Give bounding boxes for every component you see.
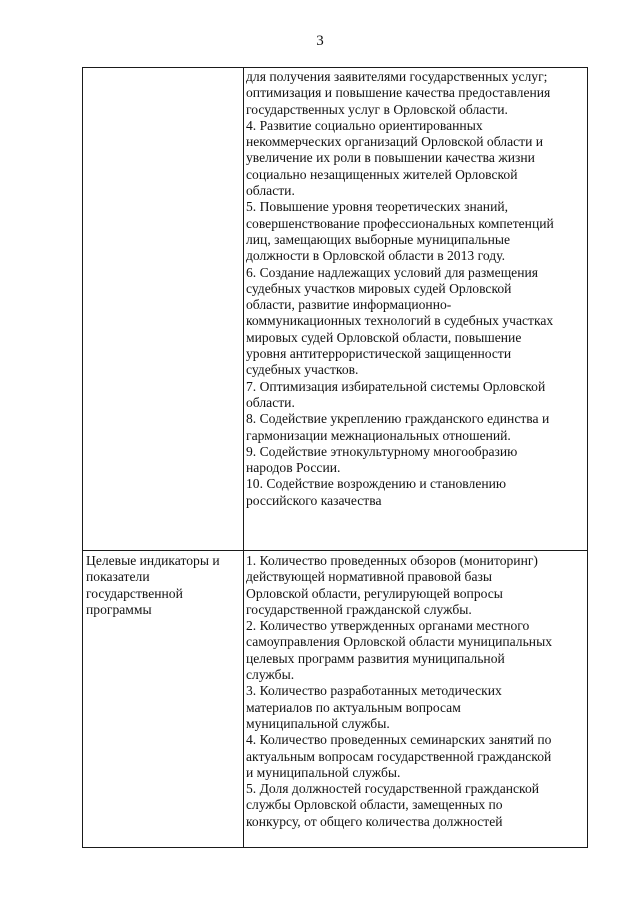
text-line: оптимизация и повышение качества предоставления xyxy=(246,85,551,101)
text-line: службы Орловской области, замещенных по xyxy=(246,797,503,813)
program-passport-table xyxy=(82,67,588,848)
text-line: 8. Содействие укреплению гражданского единства и xyxy=(246,411,550,427)
text-line: российского казачества xyxy=(246,492,382,508)
text-line: мировых судей Орловской области, повышение xyxy=(246,329,522,345)
text-line: 6. Создание надлежащих условий для размещения xyxy=(246,264,538,280)
text-line: коммуникационных технологий в судебных участках xyxy=(246,313,554,329)
table-column-divider xyxy=(243,68,244,847)
page-number: 3 xyxy=(316,33,324,49)
text-line: народов России. xyxy=(246,460,341,476)
text-line: области, развитие информационно- xyxy=(246,297,452,313)
text-line: самоуправления Орловской области муниципальных xyxy=(246,634,552,650)
text-line: судебных участков. xyxy=(246,362,359,378)
text-line: конкурсу, от общего количества должностей xyxy=(246,813,503,829)
target-indicators-label xyxy=(86,553,220,618)
text-line: и муниципальной службы. xyxy=(246,764,401,780)
text-line: службы. xyxy=(246,667,295,683)
text-line: социально незащищенных жителей Орловской xyxy=(246,166,518,182)
text-line: 10. Содействие возрождению и становлению xyxy=(246,476,507,492)
text-line: увеличение их роли в повышении качества жизни xyxy=(246,150,535,166)
text-line: 4. Развитие социально ориентированных xyxy=(246,117,483,133)
text-line: целевых программ развития муниципальной xyxy=(246,650,505,666)
text-line: 2. Количество утвержденных органами местного xyxy=(246,618,530,634)
text-line: действующей нормативной правовой базы xyxy=(246,569,492,585)
text-line: лиц, замещающих выборные муниципальные xyxy=(246,231,511,247)
text-line: области. xyxy=(246,183,295,199)
text-line: гармонизации межнациональных отношений. xyxy=(246,427,511,443)
text-line: 5. Доля должностей государственной гражданской xyxy=(246,781,540,797)
text-line: Целевые индикаторы и xyxy=(86,553,220,568)
text-line: показатели xyxy=(86,569,150,585)
text-line: области. xyxy=(246,394,295,410)
text-line: совершенствование профессиональных компетенций xyxy=(246,215,554,231)
text-line: должности в Орловской области в 2013 году. xyxy=(246,248,505,264)
text-line: для получения заявителями государственных услуг; xyxy=(246,69,548,84)
text-line: 3. Количество разработанных методических xyxy=(246,683,502,699)
text-line: 7. Оптимизация избирательной системы Орловской xyxy=(246,378,546,394)
text-line: муниципальной службы. xyxy=(246,715,390,731)
goals-list-cell xyxy=(246,69,554,509)
text-line: государственной xyxy=(86,585,183,601)
text-line: 4. Количество проведенных семинарских занятий по xyxy=(246,732,552,748)
text-line: государственных услуг в Орловской области. xyxy=(246,101,508,117)
table-row-divider xyxy=(83,550,587,551)
text-line: государственной гражданской службы. xyxy=(246,601,472,617)
text-line: некоммерческих организаций Орловской области и xyxy=(246,134,544,150)
text-line: Орловской области, регулирующей вопросы xyxy=(246,585,503,601)
text-line: 9. Содействие этнокультурному многообразию xyxy=(246,443,518,459)
target-indicators-list-cell xyxy=(246,553,552,830)
text-line: судебных участков мировых судей Орловской xyxy=(246,280,512,296)
text-line: материалов по актуальным вопросам xyxy=(246,699,461,715)
text-line: актуальным вопросам государственной гражданской xyxy=(246,748,552,764)
text-line: уровня антитеррористической защищенности xyxy=(246,346,512,362)
text-line: 5. Повышение уровня теоретических знаний, xyxy=(246,199,509,215)
text-line: программы xyxy=(86,601,152,617)
text-line: 1. Количество проведенных обзоров (мониторинг) xyxy=(246,553,538,568)
